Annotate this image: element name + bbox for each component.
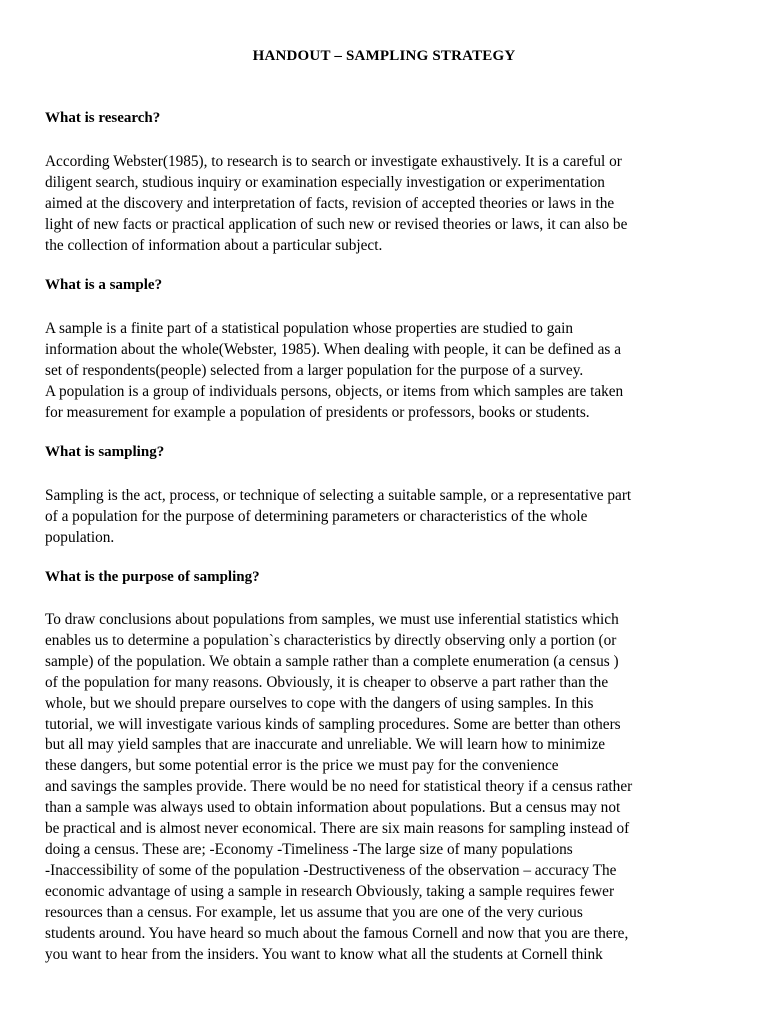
text-line: enables us to determine a population`s characteristics by directly observing only a portion (or <box>45 631 617 649</box>
text-line: whole, but we should prepare ourselves to cope with the dangers of using samples. In this <box>45 694 594 712</box>
document-title: HANDOUT – SAMPLING STRATEGY <box>252 48 516 64</box>
text-line: information about the whole(Webster, 1985). When dealing with people, it can be defined as a <box>45 340 622 358</box>
text-line: for measurement for example a population of presidents or professors, books or students. <box>45 403 590 421</box>
text-line: economic advantage of using a sample in research Obviously, taking a sample requires fewer <box>45 882 615 900</box>
text-line: aimed at the discovery and interpretation of facts, revision of accepted theories or laws in the <box>45 194 615 212</box>
text-line: Sampling is the act, process, or technique of selecting a suitable sample, or a representative part <box>45 487 632 504</box>
text-line: resources than a census. For example, let us assume that you are one of the very curious <box>45 903 583 921</box>
paragraph-sampling <box>45 486 725 549</box>
text-line: of the population for many reasons. Obviously, it is cheaper to observe a part rather than the <box>45 673 609 691</box>
heading-what-is-a-sample: What is a sample? <box>45 277 163 293</box>
text-line: set of respondents(people) selected from a larger population for the purpose of a survey. <box>45 361 584 379</box>
text-line: be practical and is almost never economical. There are six main reasons for sampling instead of <box>45 820 630 838</box>
text-line: diligent search, studious inquiry or examination especially investigation or experimentation <box>45 173 605 191</box>
text-line: and savings the samples provide. There would be no need for statistical theory if a census rather <box>45 778 633 796</box>
paragraph-purpose <box>45 610 725 965</box>
text-line: you want to hear from the insiders. You want to know what all the students at Cornell think <box>45 945 603 963</box>
text-line: sample) of the population. We obtain a sample rather than a complete enumeration (a census ) <box>45 652 619 670</box>
text-line: tutorial, we will investigate various kinds of sampling procedures. Some are better than others <box>45 715 621 733</box>
text-line: doing a census. These are; -Economy -Timeliness -The large size of many populations <box>45 840 573 858</box>
text-line: the collection of information about a particular subject. <box>45 236 383 254</box>
text-line: A sample is a finite part of a statistical population whose properties are studied to gain <box>45 320 574 337</box>
heading-what-is-research: What is research? <box>45 110 161 126</box>
text-line: light of new facts or practical application of such new or revised theories or laws, it can also be <box>45 215 628 233</box>
text-line: than a sample was always used to obtain information about populations. But a census may not <box>45 799 621 817</box>
heading-what-is-sampling: What is sampling? <box>45 444 165 460</box>
text-line: A population is a group of individuals persons, objects, or items from which samples are taken <box>45 382 624 400</box>
text-line: To draw conclusions about populations from samples, we must use inferential statistics which <box>45 611 619 628</box>
text-line: of a population for the purpose of determining parameters or characteristics of the whole <box>45 507 588 525</box>
paragraph-research <box>45 152 725 257</box>
text-line: these dangers, but some potential error is the price we must pay for the convenience <box>45 757 559 775</box>
text-line: students around. You have heard so much about the famous Cornell and now that you are there, <box>45 924 629 942</box>
heading-purpose-of-sampling: What is the purpose of sampling? <box>45 569 260 585</box>
paragraph-sample <box>45 319 725 424</box>
text-line: -Inaccessibility of some of the population -Destructiveness of the observation – accuracy The <box>45 861 617 879</box>
text-line: population. <box>45 528 115 546</box>
text-line: According Webster(1985), to research is to search or investigate exhaustively. It is a careful or <box>45 153 622 170</box>
text-line: but all may yield samples that are inaccurate and unreliable. We will learn how to minimize <box>45 736 606 754</box>
